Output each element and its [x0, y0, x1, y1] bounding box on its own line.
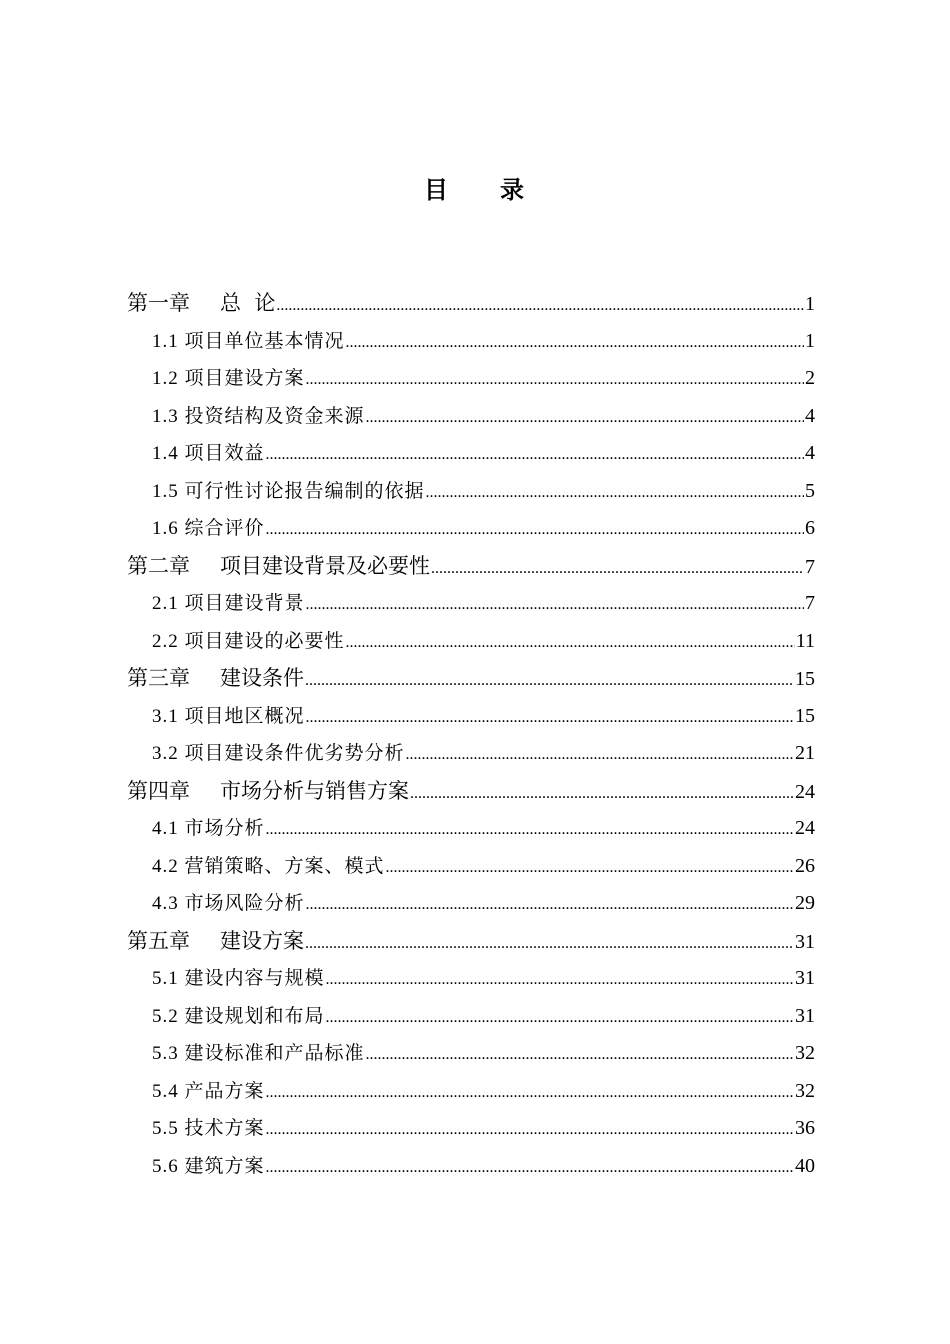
section-title: 4.3 市场风险分析 [152, 893, 305, 914]
section-title: 5.6 建筑方案 [152, 1155, 265, 1177]
toc-section-entry[interactable] [127, 510, 815, 548]
section-title: 4.1 市场分析 [152, 818, 265, 839]
chapter-number: 第一章 [127, 291, 190, 315]
chapter-number: 第三章 [127, 666, 190, 690]
toc-section-entry[interactable] [127, 998, 815, 1036]
toc-section-entry[interactable] [127, 398, 815, 436]
section-title: 2.1 项目建设背景 [152, 593, 305, 614]
toc-chapter-entry[interactable] [127, 773, 815, 811]
dot-leader [305, 925, 794, 963]
page-number: 2 [805, 367, 815, 389]
toc-section-entry[interactable] [127, 585, 815, 623]
page-number: 4 [805, 404, 815, 427]
page-number: 36 [795, 1117, 815, 1139]
chapter-number: 第二章 [127, 553, 190, 578]
dot-leader [326, 999, 794, 1037]
page-number: 32 [795, 1079, 815, 1102]
page-number: 7 [805, 592, 815, 614]
section-title: 5.1 建设内容与规模 [152, 968, 325, 989]
dot-leader [346, 324, 804, 362]
toc-title [0, 170, 950, 205]
section-title: 5.3 建设标准和产品标准 [152, 1043, 365, 1064]
dot-leader [346, 624, 795, 662]
toc-section-entry[interactable] [127, 323, 815, 361]
dot-leader [306, 361, 804, 399]
dot-leader [266, 511, 804, 549]
dot-leader [306, 699, 794, 737]
dot-leader [306, 886, 794, 924]
page-number: 1 [805, 329, 815, 352]
chapter-number: 第四章 [127, 778, 190, 803]
section-title: 5.2 建设规划和布局 [152, 1005, 325, 1027]
page-number: 24 [795, 780, 815, 803]
dot-leader [305, 662, 794, 700]
toc-section-entry[interactable] [127, 698, 815, 736]
chapter-title: 建设方案 [220, 928, 304, 953]
page-number: 31 [795, 1004, 815, 1027]
dot-leader [366, 1036, 794, 1074]
page-number: 31 [795, 967, 815, 989]
section-title: 5.4 产品方案 [152, 1080, 265, 1102]
toc-title-left: 目 [424, 176, 450, 204]
dot-leader [266, 811, 794, 849]
dot-leader [426, 474, 804, 512]
section-title: 2.2 项目建设的必要性 [152, 630, 345, 652]
dot-leader [266, 436, 804, 474]
toc-section-entry[interactable] [127, 623, 815, 661]
chapter-title: 总 论 [220, 291, 276, 315]
dot-leader [326, 961, 794, 999]
section-title: 3.1 项目地区概况 [152, 705, 305, 727]
toc-section-entry[interactable] [127, 1110, 815, 1148]
page-number: 15 [795, 668, 815, 690]
toc-chapter-entry[interactable] [127, 548, 815, 586]
section-title: 1.2 项目建设方案 [152, 368, 305, 389]
dot-leader [406, 736, 794, 774]
toc-section-entry[interactable] [127, 735, 815, 773]
dot-leader [266, 1111, 794, 1149]
chapter-title: 市场分析与销售方案 [220, 778, 409, 803]
dot-leader [276, 287, 804, 325]
toc-section-entry[interactable] [127, 810, 815, 848]
toc-section-entry[interactable] [127, 473, 815, 511]
section-title: 1.5 可行性讨论报告编制的依据 [152, 480, 425, 502]
toc-section-entry[interactable] [127, 1073, 815, 1111]
chapter-title: 项目建设背景及必要性 [220, 553, 430, 578]
page-number: 15 [795, 704, 815, 727]
page-number: 31 [795, 930, 815, 953]
toc-chapter-entry[interactable] [127, 285, 815, 323]
section-title: 5.5 技术方案 [152, 1118, 265, 1139]
toc-chapter-entry[interactable] [127, 923, 815, 961]
section-title: 4.2 营销策略、方案、模式 [152, 855, 385, 877]
page-number: 4 [805, 442, 815, 464]
section-title: 1.4 项目效益 [152, 443, 265, 464]
toc-list [127, 285, 815, 1185]
page-number: 40 [795, 1154, 815, 1177]
toc-section-entry[interactable] [127, 360, 815, 398]
dot-leader [386, 849, 794, 887]
page-number: 29 [795, 892, 815, 914]
section-title: 3.2 项目建设条件优劣势分析 [152, 743, 405, 764]
toc-section-entry[interactable] [127, 435, 815, 473]
page-number: 7 [805, 555, 815, 578]
dot-leader [306, 586, 804, 624]
page-number: 1 [805, 293, 815, 315]
dot-leader [366, 399, 804, 437]
chapter-number: 第五章 [127, 928, 190, 953]
page-number: 6 [805, 517, 815, 539]
toc-section-entry[interactable] [127, 848, 815, 886]
toc-section-entry[interactable] [127, 1035, 815, 1073]
dot-leader [410, 775, 794, 813]
section-title: 1.1 项目单位基本情况 [152, 330, 345, 352]
page-number: 11 [795, 629, 815, 652]
toc-section-entry[interactable] [127, 1148, 815, 1186]
toc-section-entry[interactable] [127, 885, 815, 923]
toc-title-right: 录 [500, 176, 526, 204]
page-number: 5 [805, 479, 815, 502]
dot-leader [266, 1149, 794, 1187]
dot-leader [431, 550, 804, 588]
section-title: 1.6 综合评价 [152, 518, 265, 539]
page-number: 32 [795, 1042, 815, 1064]
toc-section-entry[interactable] [127, 960, 815, 998]
section-title: 1.3 投资结构及资金来源 [152, 405, 365, 427]
page-number: 26 [795, 854, 815, 877]
dot-leader [266, 1074, 794, 1112]
page-number: 24 [795, 817, 815, 839]
toc-chapter-entry[interactable] [127, 660, 815, 698]
chapter-title: 建设条件 [220, 666, 304, 690]
page-number: 21 [795, 742, 815, 764]
